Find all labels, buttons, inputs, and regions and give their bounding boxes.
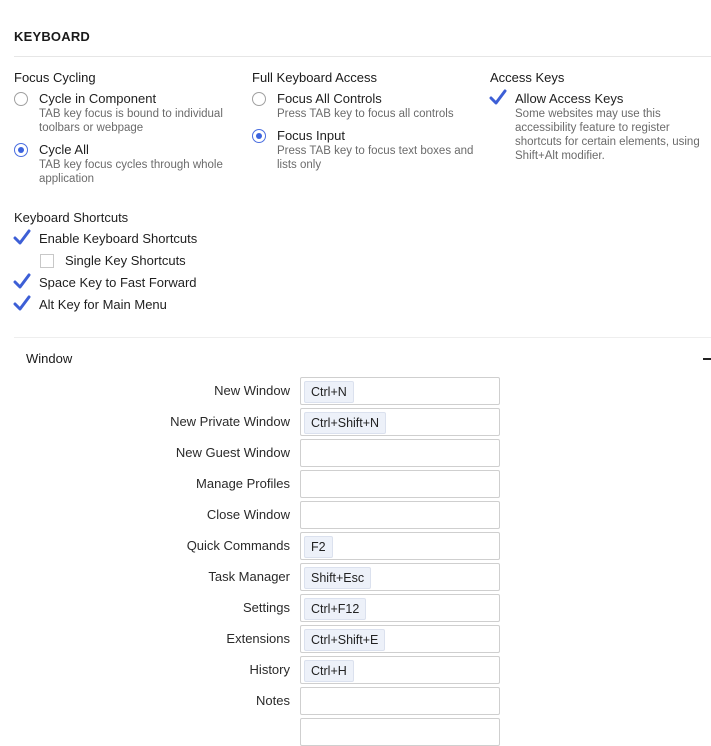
shortcut-row [14, 501, 514, 529]
shortcut-row [14, 594, 514, 622]
shortcut-label: Extensions [226, 631, 290, 646]
shortcut-row-partial [14, 718, 514, 746]
alt-key-main-menu-option[interactable] [14, 297, 167, 315]
shortcut-row [14, 408, 514, 436]
shortcut-row [14, 563, 514, 591]
focus-input-radio[interactable] [252, 129, 266, 143]
checkmark-icon [489, 89, 507, 107]
shortcut-field[interactable] [300, 408, 500, 436]
shortcut-label: Settings [243, 600, 290, 615]
shortcut-label: New Window [214, 383, 290, 398]
shortcut-key-chip: Ctrl+N [304, 381, 354, 403]
shortcut-label: Manage Profiles [196, 476, 290, 491]
space-key-fast-forward-checkbox[interactable] [14, 276, 28, 290]
focus-cycling-group [14, 70, 244, 193]
single-key-shortcuts-checkbox[interactable] [40, 254, 54, 268]
shortcut-key-chip: F2 [304, 536, 333, 558]
cycle-in-component-option[interactable] [14, 91, 244, 135]
shortcut-key-chip: Ctrl+Shift+N [304, 412, 386, 434]
shortcut-key-chip: Ctrl+H [304, 660, 354, 682]
enable-keyboard-shortcuts-option[interactable] [14, 231, 197, 249]
shortcut-row [14, 377, 514, 405]
option-description: Some websites may use this accessibility feature to register shortcuts for certain elements, using Shift+Alt modifier. [515, 108, 700, 162]
shortcut-label: New Guest Window [175, 445, 290, 460]
collapse-icon[interactable] [703, 358, 711, 360]
single-key-shortcuts-option[interactable] [40, 253, 186, 271]
section-title: KEYBOARD [14, 29, 90, 44]
shortcut-key-chip: Ctrl+F12 [304, 598, 366, 620]
section-divider [14, 56, 711, 57]
window-shortcuts-panel [14, 337, 711, 720]
window-panel-title[interactable]: Window [26, 351, 73, 366]
shortcut-field[interactable] [300, 594, 500, 622]
focus-all-controls-radio[interactable] [252, 92, 266, 106]
shortcut-row [14, 625, 514, 653]
cycle-all-option[interactable] [14, 142, 244, 186]
full-keyboard-access-title: Full Keyboard Access [252, 70, 378, 85]
shortcut-field[interactable] [300, 718, 500, 746]
shortcut-field[interactable] [300, 439, 500, 467]
shortcut-field[interactable] [300, 687, 500, 715]
shortcut-label: Close Window [206, 507, 290, 522]
option-label: Allow Access Keys [515, 91, 624, 106]
checkmark-icon [13, 229, 31, 247]
checkmark-icon [13, 295, 31, 313]
alt-key-main-menu-checkbox[interactable] [14, 298, 28, 312]
shortcut-field[interactable] [300, 501, 500, 529]
shortcut-label: Quick Commands [186, 538, 290, 553]
option-description: Press TAB key to focus all controls [277, 108, 454, 120]
keyboard-shortcuts-title: Keyboard Shortcuts [14, 210, 129, 225]
access-keys-group [490, 70, 705, 170]
allow-access-keys-option[interactable] [490, 91, 705, 163]
shortcut-field[interactable] [300, 470, 500, 498]
focus-all-controls-option[interactable] [252, 91, 482, 121]
focus-cycling-title: Focus Cycling [14, 70, 96, 85]
allow-access-keys-checkbox[interactable] [490, 92, 504, 106]
option-label: Focus Input [277, 128, 345, 143]
shortcut-row [14, 687, 514, 715]
checkmark-icon [13, 273, 31, 291]
enable-keyboard-shortcuts-checkbox[interactable] [14, 232, 28, 246]
option-description: TAB key focus cycles through whole application [39, 159, 223, 185]
shortcut-field[interactable] [300, 625, 500, 653]
option-label: Enable Keyboard Shortcuts [39, 231, 198, 246]
full-keyboard-access-group [252, 70, 482, 179]
shortcut-row [14, 532, 514, 560]
cycle-in-component-radio[interactable] [14, 92, 28, 106]
access-keys-title: Access Keys [490, 70, 565, 85]
shortcut-key-chip: Ctrl+Shift+E [304, 629, 385, 651]
option-description: Press TAB key to focus text boxes and lists only [277, 145, 474, 171]
option-label: Single Key Shortcuts [65, 253, 186, 268]
shortcut-label: New Private Window [170, 414, 290, 429]
shortcut-row [14, 656, 514, 684]
option-label: Cycle All [39, 142, 89, 157]
shortcut-key-chip: Shift+Esc [304, 567, 371, 589]
shortcut-row [14, 439, 514, 467]
option-label: Cycle in Component [39, 91, 157, 106]
shortcut-label: History [249, 662, 290, 677]
space-key-fast-forward-option[interactable] [14, 275, 197, 293]
option-label: Space Key to Fast Forward [39, 275, 197, 290]
shortcut-label: Notes [256, 693, 290, 708]
shortcut-field[interactable] [300, 563, 500, 591]
focus-input-option[interactable] [252, 128, 482, 172]
shortcut-field[interactable] [300, 377, 500, 405]
shortcut-field[interactable] [300, 656, 500, 684]
shortcut-field[interactable] [300, 532, 500, 560]
shortcut-label: Task Manager [208, 569, 290, 584]
cycle-all-radio[interactable] [14, 143, 28, 157]
option-label: Focus All Controls [277, 91, 382, 106]
option-description: TAB key focus is bound to individual toolbars or webpage [39, 108, 223, 134]
option-label: Alt Key for Main Menu [39, 297, 167, 312]
shortcut-row [14, 470, 514, 498]
